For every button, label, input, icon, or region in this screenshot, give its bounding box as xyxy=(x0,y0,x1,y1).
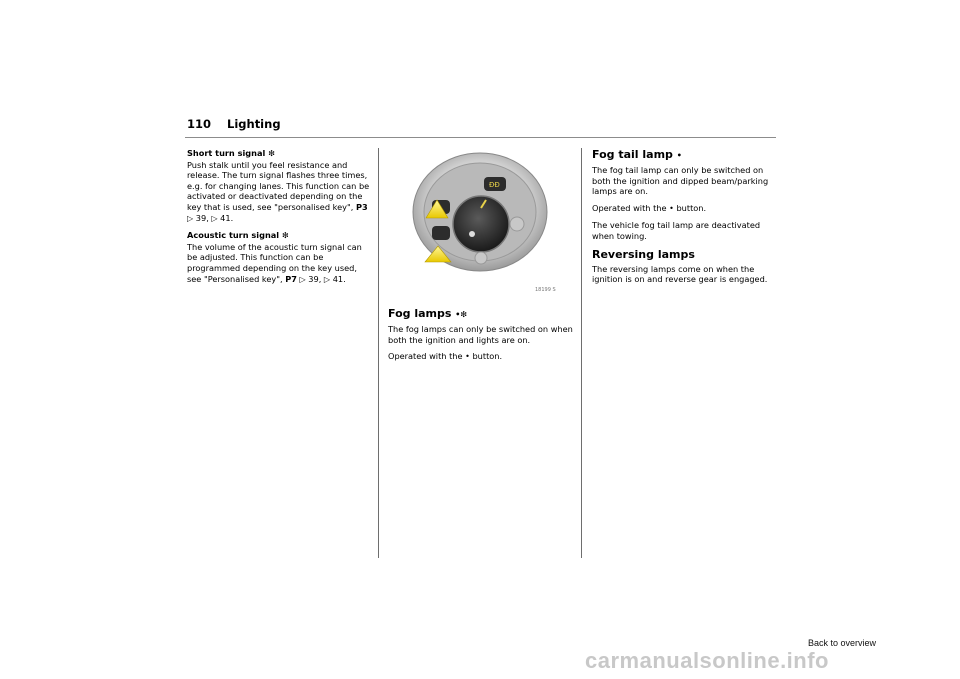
fog-tail-p3: The vehicle fog tail lamp are deactivated when towing. xyxy=(592,220,761,241)
page-header xyxy=(187,117,281,131)
acoustic-turn-signal-section: Acoustic turn signal ❇ The volume of the acoustic turn signal can be adjusted. This function can be programmed depending on the key used, see "Personalised key", P7 ▷ 39, ▷ 41. xyxy=(187,230,362,284)
page-ref-link[interactable]: 39 xyxy=(195,212,207,223)
fog-tail-lamp-heading: Fog tail lamp • xyxy=(592,148,682,161)
fog-tail-p2: Operated with the • button. xyxy=(592,202,707,213)
dimmer-button xyxy=(510,217,524,231)
turn-signal-icon: ❇ xyxy=(268,149,275,158)
short-turn-signal-body: Push stalk until you feel resistance and release. The turn signal flashes three times, e.g. for changing lanes. This function can be activated or deactivated depending on the key that is used, see "personalised key", xyxy=(187,159,370,212)
turn-signal-icon: ❇ xyxy=(281,231,289,241)
column-2 xyxy=(388,307,574,369)
column-divider-right xyxy=(581,148,582,558)
column-3 xyxy=(592,148,778,291)
fog-lamp-icon: •❇ xyxy=(455,310,468,319)
acoustic-turn-signal-heading: Acoustic turn signal xyxy=(187,230,280,241)
svg-text:ĐĐ: ĐĐ xyxy=(489,181,500,189)
section-title: Lighting xyxy=(227,117,281,131)
column-divider-left xyxy=(378,148,379,558)
light-switch-illustration xyxy=(388,150,573,300)
ref-code-p7: P7 xyxy=(285,273,297,284)
page-number: 110 xyxy=(187,117,212,131)
fog-lamps-heading: Fog lamps •❇ xyxy=(388,307,468,320)
light-switch-figure xyxy=(388,150,573,300)
bottom-button xyxy=(475,252,487,264)
page-ref-link[interactable]: 41. xyxy=(332,273,346,284)
rear-fog-button xyxy=(432,226,450,240)
header-rule xyxy=(185,137,776,138)
fog-tail-lamp-icon: • xyxy=(676,151,682,160)
fog-tail-lamp-icon: • xyxy=(669,203,674,213)
fog-lamp-icon: • xyxy=(465,352,470,362)
rotary-knob xyxy=(453,196,509,252)
short-turn-signal-heading: Short turn signal xyxy=(187,148,266,158)
back-to-overview-link[interactable]: Back to overview xyxy=(808,638,877,648)
short-turn-signal-section: Short turn signal ❇ Push stalk until you feel resistance and release. The turn signal flashes three times, e.g. for changing lanes. This function can be activated or deactivated depending on the key that is used, see "personalised key", P3 ▷ 39, ▷ 41. xyxy=(187,148,370,223)
watermark: carmanualsonline.info xyxy=(585,648,829,673)
reference-arrow-icon: ▷ xyxy=(211,213,218,223)
fog-lamps-p2: Operated with the • button. xyxy=(388,351,503,362)
page-ref-link[interactable]: 41. xyxy=(220,212,234,223)
reversing-lamps-p1: The reversing lamps come on when the ignition is on and reverse gear is engaged. xyxy=(592,263,768,285)
page-ref-link[interactable]: 39 xyxy=(308,273,319,284)
knob-symbol-icon xyxy=(469,231,475,237)
reference-arrow-icon: ▷ xyxy=(323,274,331,284)
figure-label: 18199 S xyxy=(535,287,556,293)
column-1 xyxy=(187,148,372,291)
acoustic-turn-signal-body: The volume of the acoustic turn signal can be adjusted. This function can be programmed depending on the key used, see "Personalised key", xyxy=(187,241,362,284)
reference-arrow-icon: ▷ xyxy=(299,274,306,284)
reversing-lamps-heading: Reversing lamps xyxy=(592,247,695,261)
fog-tail-p1: The fog tail lamp can only be switched on both the ignition and dipped beam/parking lamps are on. xyxy=(592,165,769,197)
fog-lamps-p1: The fog lamps can only be switched on when both the ignition and lights are on. xyxy=(388,324,573,345)
reference-arrow-icon: ▷ xyxy=(187,213,194,223)
ref-code-p3: P3 xyxy=(355,201,368,212)
